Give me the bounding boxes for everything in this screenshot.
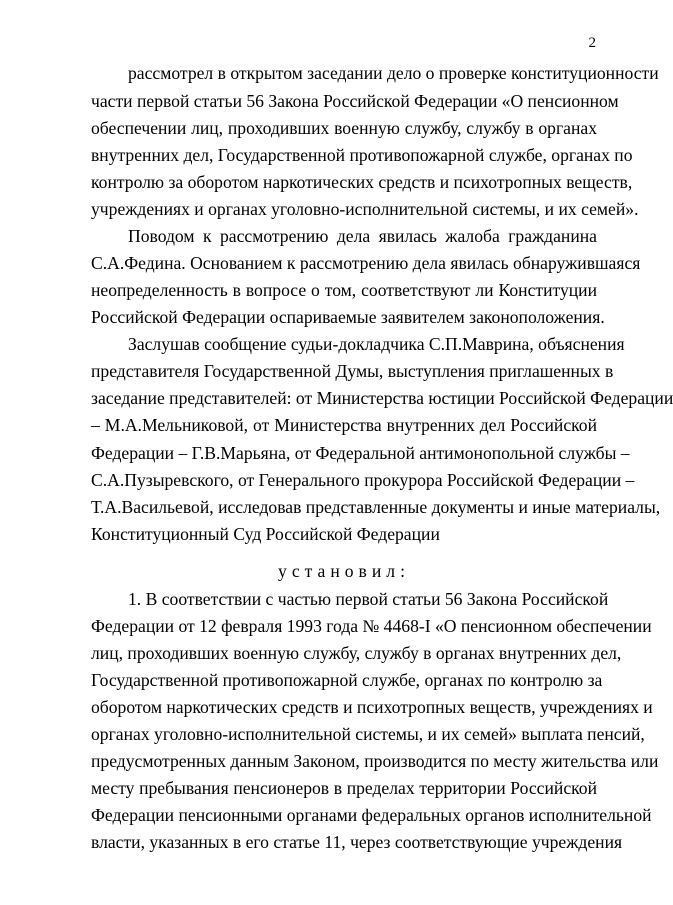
- text-line: Поводом к рассмотрению дела явилась жалоба гражданина: [128, 226, 597, 246]
- text-line: неопределенность в вопросе о том, соответствуют ли Конституции: [91, 280, 597, 300]
- text-line: органах уголовно-исполнительной системы, и их семей» выплата пенсий,: [91, 724, 645, 744]
- text-line: месту пребывания пенсионеров в пределах территории Российской: [91, 778, 597, 798]
- text-line: власти, указанных в его статье 11, через соответствующие учреждения: [91, 832, 623, 852]
- text-line: Федерации – Г.В.Марьяна, от Федеральной антимонопольной службы –: [91, 443, 630, 463]
- text-line: обеспечении лиц, проходивших военную службу, службу в органах: [91, 118, 597, 138]
- text-line: С.А.Федина. Основанием к рассмотрению дела явилась обнаружившаяся: [91, 253, 641, 273]
- text-line: Государственной противопожарной службе, органах по контролю за: [91, 670, 603, 690]
- section-heading: установил:: [278, 561, 410, 581]
- page-number: 2: [588, 35, 596, 51]
- text-line: лиц, проходивших военную службу, службу в органах внутренних дел,: [91, 643, 622, 663]
- text-line: Конституционный Суд Российской Федерации: [91, 524, 440, 544]
- text-line: представителя Государственной Думы, выступления приглашенных в: [91, 361, 614, 381]
- text-line: Федерации пенсионными органами федеральных органов исполнительной: [91, 805, 652, 825]
- text-line: Заслушав сообщение судьи-докладчика С.П.Маврина, объяснения: [128, 334, 625, 354]
- text-line: контролю за оборотом наркотических средств и психотропных веществ,: [91, 172, 633, 192]
- text-line: 1. В соответствии с частью первой статьи 56 Закона Российской: [128, 589, 609, 609]
- text-line: учреждениях и органах уголовно-исполнительной системы, и их семей».: [91, 199, 639, 219]
- text-line: С.А.Пузыревского, от Генерального прокурора Российской Федерации –: [91, 470, 635, 490]
- text-line: Российской Федерации оспариваемые заявителем законоположения.: [91, 307, 605, 327]
- text-line: Федерации от 12 февраля 1993 года № 4468-I «О пенсионном обеспечении: [91, 616, 652, 636]
- text-line: внутренних дел, Государственной противопожарной службе, органах по: [91, 145, 633, 165]
- text-line: части первой статьи 56 Закона Российской Федерации «О пенсионном: [91, 91, 619, 111]
- text-line: оборотом наркотических средств и психотропных веществ, учреждениях и: [91, 697, 653, 717]
- text-line: заседание представителей: от Министерства юстиции Российской Федерации: [91, 388, 673, 408]
- text-line: Т.А.Васильевой, исследовав представленные документы и иные материалы,: [91, 497, 661, 517]
- text-line: рассмотрел в открытом заседании дело о проверке конституционности: [128, 63, 659, 83]
- text-line: – М.А.Мельниковой, от Министерства внутренних дел Российской: [91, 415, 597, 435]
- text-line: предусмотренных данным Законом, производится по месту жительства или: [91, 751, 659, 771]
